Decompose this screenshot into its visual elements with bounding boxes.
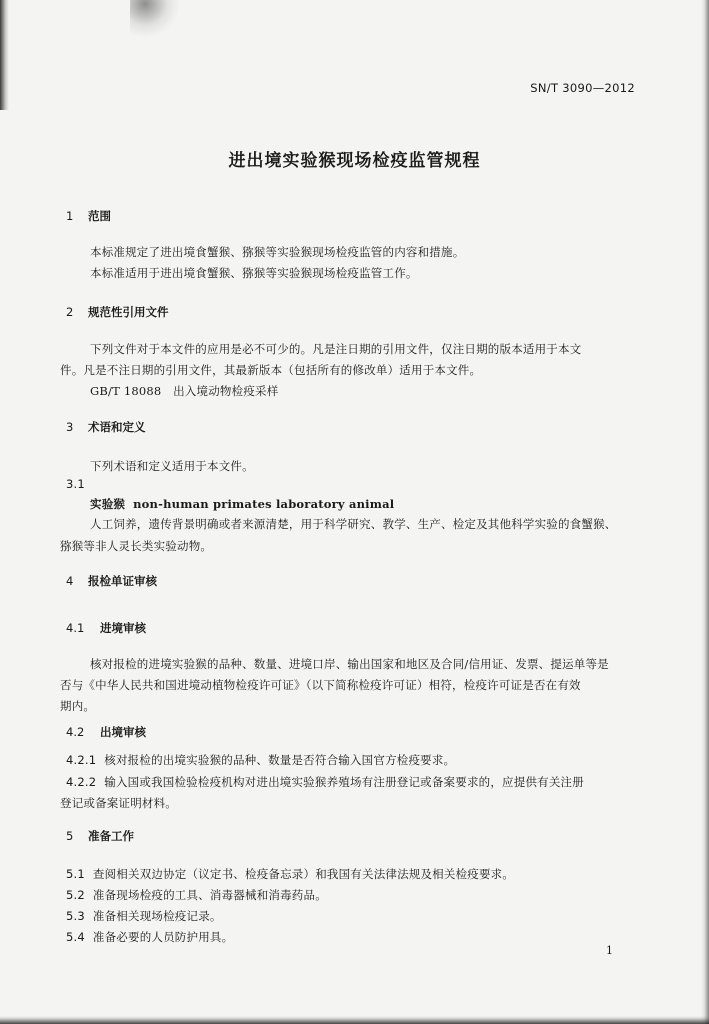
section-2-heading (66, 304, 169, 320)
section-number: 4.2 (66, 725, 85, 739)
section-number: 3 (66, 420, 74, 434)
section-4-heading (66, 573, 157, 589)
reference-item: GB/T 18088 出入境动物检疫采样 (90, 384, 279, 398)
definition-line: 人工饲养，遗传背景明确或者来源清楚，用于科学研究、教学、生产、检定及其他科学实验的食蟹猴、 (90, 517, 617, 531)
clause-item (66, 887, 327, 903)
scan-artifact-left (0, 0, 9, 110)
clause-number: 4.2.1 (66, 753, 97, 767)
definition-line: 猕猴等非人灵长类实验动物。 (60, 539, 213, 553)
clause-item (66, 929, 233, 945)
section-1-heading (66, 208, 111, 224)
clause-text: 准备必要的人员防护用具。 (92, 930, 234, 944)
clause-number: 4.2.2 (66, 775, 97, 789)
term-number (66, 477, 93, 491)
standard-code: SN/T 3090—2012 (530, 81, 635, 95)
page-number: 1 (606, 944, 613, 957)
paragraph-line: 下列术语和定义适用于本文件。 (90, 459, 254, 473)
section-title: 准备工作 (88, 829, 134, 843)
paragraph-line: 下列文件对于本文件的应用是必不可少的。凡是注日期的引用文件，仅注日期的版本适用于本文 (90, 342, 582, 356)
paragraph-line: 件。凡是不注日期的引用文件，其最新版本（包括所有的修改单）适用于本文件。 (60, 363, 482, 377)
clause-text: 准备相关现场检疫记录。 (92, 909, 222, 923)
paragraph-line: 核对报检的进境实验猴的品种、数量、进境口岸、输出国家和地区及合同/信用证、发票、提运单等是 (90, 657, 609, 671)
section-number: 4 (66, 574, 74, 588)
section-3-heading (66, 419, 146, 435)
clause-text: 查阅相关双边协定（议定书、检疫备忘录）和我国有关法律法规及相关检疫要求。 (92, 867, 515, 881)
clause-number: 5.4 (66, 930, 85, 944)
paragraph-line: 登记或备案证明材料。 (60, 796, 177, 810)
paragraph-line: 否与《中华人民共和国进境动植物检疫许可证》（以下简称检疫许可证）相符，检疫许可证是否在有效 (60, 678, 581, 692)
section-title: 术语和定义 (88, 420, 146, 434)
section-title: 进境审核 (100, 621, 146, 635)
term-entry (90, 496, 394, 512)
clause-text: 核对报检的出境实验猴的品种、数量是否符合输入国官方检疫要求。 (104, 753, 456, 767)
scan-artifact-top (130, 0, 180, 38)
section-title: 范围 (88, 209, 111, 223)
clause-item (66, 908, 222, 924)
clause-item (66, 774, 584, 790)
section-number: 5 (66, 829, 74, 843)
clause-item (66, 752, 455, 768)
clause-text: 输入国或我国检验检疫机构对进出境实验猴养殖场有注册登记或备案要求的，应提供有关注册 (104, 775, 584, 789)
clause-text: 准备现场检疫的工具、消毒器械和消毒药品。 (92, 888, 327, 902)
section-number: 2 (66, 305, 74, 319)
term-english: non-human primates laboratory animal (133, 497, 395, 511)
document-title: 进出境实验猴现场检疫监管规程 (228, 151, 481, 171)
clause-number: 5.2 (66, 888, 85, 902)
section-number: 1 (66, 209, 74, 223)
clause-number: 5.1 (66, 867, 85, 881)
section-5-heading (66, 828, 134, 844)
section-4-1-heading (66, 620, 146, 636)
paragraph-line: 本标准规定了进出境食蟹猴、猕猴等实验猴现场检疫监管的内容和措施。 (90, 245, 465, 259)
section-title: 出境审核 (100, 725, 146, 739)
term-chinese: 实验猴 (90, 497, 126, 511)
section-title: 规范性引用文件 (88, 305, 169, 319)
clause-number: 3.1 (66, 477, 85, 491)
paragraph-line: 期内。 (60, 699, 96, 713)
clause-number: 5.3 (66, 909, 85, 923)
section-title: 报检单证审核 (88, 574, 157, 588)
section-number: 4.1 (66, 621, 85, 635)
section-4-2-heading (66, 724, 146, 740)
paragraph-line: 本标准适用于进出境食蟹猴、猕猴等实验猴现场检疫监管工作。 (90, 266, 418, 280)
scan-artifact-bottom (0, 1016, 709, 1024)
clause-item (66, 866, 514, 882)
